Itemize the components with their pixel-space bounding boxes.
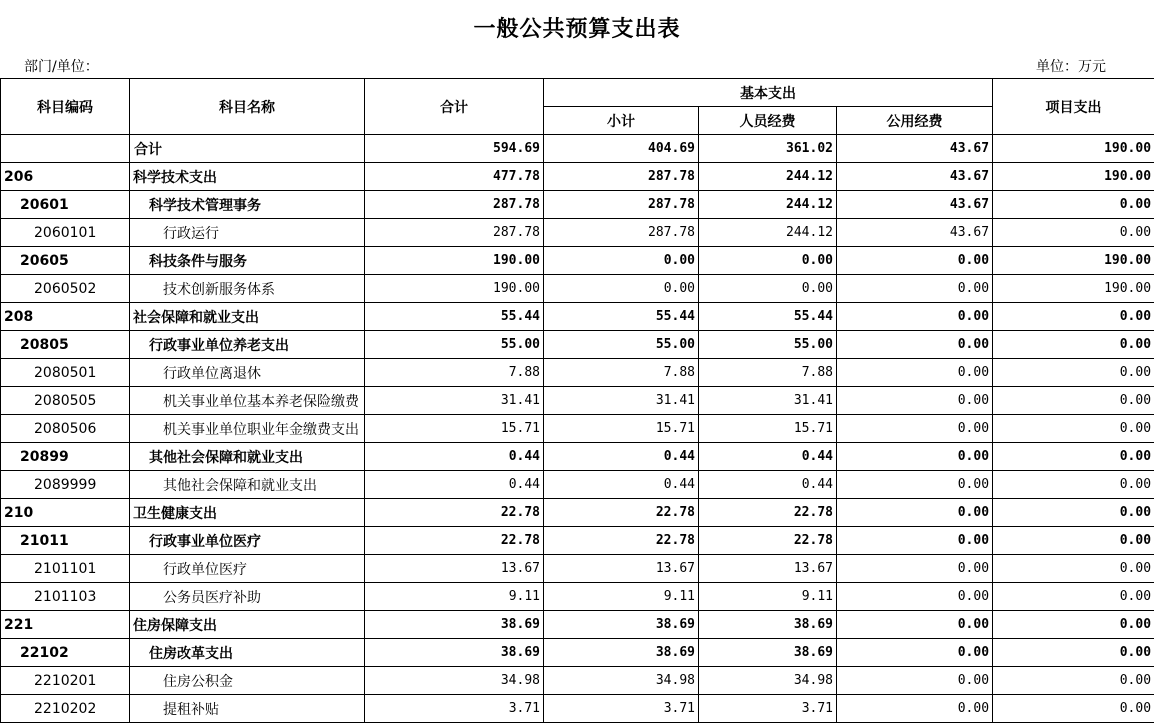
cell-code: 2089999 bbox=[1, 471, 130, 499]
cell-name: 行政事业单位养老支出 bbox=[130, 331, 365, 359]
cell-subtotal: 38.69 bbox=[544, 639, 699, 667]
cell-personnel: 22.78 bbox=[699, 527, 837, 555]
cell-public: 0.00 bbox=[837, 527, 993, 555]
cell-subtotal: 0.00 bbox=[544, 247, 699, 275]
cell-total: 0.44 bbox=[365, 471, 544, 499]
table-row bbox=[1, 583, 1154, 611]
cell-project: 0.00 bbox=[993, 471, 1154, 499]
table-row bbox=[1, 611, 1154, 639]
cell-total: 9.11 bbox=[365, 583, 544, 611]
department-label: 部门/单位： bbox=[24, 59, 99, 75]
cell-name: 机关事业单位基本养老保险缴费 bbox=[130, 387, 365, 415]
cell-subtotal: 22.78 bbox=[544, 527, 699, 555]
cell-personnel: 3.71 bbox=[699, 695, 837, 723]
cell-code: 2101103 bbox=[1, 583, 130, 611]
cell-public: 0.00 bbox=[837, 639, 993, 667]
cell-code: 206 bbox=[1, 163, 130, 191]
cell-total: 22.78 bbox=[365, 499, 544, 527]
table-row bbox=[1, 415, 1154, 443]
cell-project: 0.00 bbox=[993, 191, 1154, 219]
cell-total: 55.44 bbox=[365, 303, 544, 331]
cell-public: 0.00 bbox=[837, 583, 993, 611]
budget-table bbox=[0, 78, 1154, 723]
cell-name: 行政事业单位医疗 bbox=[130, 527, 365, 555]
cell-code: 2060101 bbox=[1, 219, 130, 247]
header-code: 科目编码 bbox=[1, 79, 130, 135]
cell-code: 20899 bbox=[1, 443, 130, 471]
cell-subtotal: 0.00 bbox=[544, 275, 699, 303]
cell-name: 机关事业单位职业年金缴费支出 bbox=[130, 415, 365, 443]
table-row bbox=[1, 527, 1154, 555]
cell-total: 477.78 bbox=[365, 163, 544, 191]
cell-project: 0.00 bbox=[993, 555, 1154, 583]
cell-public: 0.00 bbox=[837, 443, 993, 471]
cell-name: 行政运行 bbox=[130, 219, 365, 247]
table-row bbox=[1, 555, 1154, 583]
cell-project: 190.00 bbox=[993, 247, 1154, 275]
cell-personnel: 244.12 bbox=[699, 219, 837, 247]
cell-project: 0.00 bbox=[993, 611, 1154, 639]
cell-name: 其他社会保障和就业支出 bbox=[130, 443, 365, 471]
cell-total: 190.00 bbox=[365, 247, 544, 275]
cell-personnel: 55.00 bbox=[699, 331, 837, 359]
header-personnel: 人员经费 bbox=[699, 107, 837, 135]
cell-public: 0.00 bbox=[837, 359, 993, 387]
cell-code: 22102 bbox=[1, 639, 130, 667]
cell-total: 287.78 bbox=[365, 191, 544, 219]
cell-project: 0.00 bbox=[993, 499, 1154, 527]
cell-code: 2060502 bbox=[1, 275, 130, 303]
cell-total: 22.78 bbox=[365, 527, 544, 555]
cell-personnel: 244.12 bbox=[699, 191, 837, 219]
cell-total: 594.69 bbox=[365, 135, 544, 163]
cell-personnel: 13.67 bbox=[699, 555, 837, 583]
cell-subtotal: 38.69 bbox=[544, 611, 699, 639]
cell-code: 2080501 bbox=[1, 359, 130, 387]
header-project: 项目支出 bbox=[993, 79, 1154, 135]
cell-subtotal: 9.11 bbox=[544, 583, 699, 611]
cell-public: 0.00 bbox=[837, 611, 993, 639]
cell-subtotal: 15.71 bbox=[544, 415, 699, 443]
cell-subtotal: 287.78 bbox=[544, 191, 699, 219]
table-row bbox=[1, 135, 1154, 163]
cell-public: 43.67 bbox=[837, 191, 993, 219]
table-row bbox=[1, 191, 1154, 219]
cell-public: 0.00 bbox=[837, 331, 993, 359]
cell-project: 0.00 bbox=[993, 443, 1154, 471]
cell-total: 38.69 bbox=[365, 639, 544, 667]
cell-code: 2080506 bbox=[1, 415, 130, 443]
cell-personnel: 38.69 bbox=[699, 639, 837, 667]
cell-personnel: 9.11 bbox=[699, 583, 837, 611]
cell-public: 0.00 bbox=[837, 387, 993, 415]
cell-project: 0.00 bbox=[993, 303, 1154, 331]
cell-name: 科技条件与服务 bbox=[130, 247, 365, 275]
cell-project: 0.00 bbox=[993, 219, 1154, 247]
header-total: 合计 bbox=[365, 79, 544, 135]
cell-personnel: 15.71 bbox=[699, 415, 837, 443]
cell-total: 0.44 bbox=[365, 443, 544, 471]
cell-name: 公务员医疗补助 bbox=[130, 583, 365, 611]
cell-public: 0.00 bbox=[837, 695, 993, 723]
cell-project: 0.00 bbox=[993, 583, 1154, 611]
cell-public: 43.67 bbox=[837, 135, 993, 163]
cell-code: 2101101 bbox=[1, 555, 130, 583]
cell-public: 43.67 bbox=[837, 163, 993, 191]
table-row bbox=[1, 499, 1154, 527]
cell-subtotal: 22.78 bbox=[544, 499, 699, 527]
cell-personnel: 55.44 bbox=[699, 303, 837, 331]
table-row bbox=[1, 275, 1154, 303]
cell-name: 行政单位医疗 bbox=[130, 555, 365, 583]
cell-code: 2210202 bbox=[1, 695, 130, 723]
table-row bbox=[1, 247, 1154, 275]
cell-total: 31.41 bbox=[365, 387, 544, 415]
cell-personnel: 0.00 bbox=[699, 247, 837, 275]
cell-name: 科学技术支出 bbox=[130, 163, 365, 191]
cell-code: 221 bbox=[1, 611, 130, 639]
table-body bbox=[1, 135, 1154, 723]
cell-subtotal: 404.69 bbox=[544, 135, 699, 163]
cell-project: 0.00 bbox=[993, 387, 1154, 415]
cell-project: 0.00 bbox=[993, 667, 1154, 695]
cell-subtotal: 287.78 bbox=[544, 163, 699, 191]
unit-label: 单位：万元 bbox=[1036, 59, 1106, 75]
cell-project: 0.00 bbox=[993, 639, 1154, 667]
cell-total: 15.71 bbox=[365, 415, 544, 443]
cell-personnel: 7.88 bbox=[699, 359, 837, 387]
cell-project: 190.00 bbox=[993, 275, 1154, 303]
table-row bbox=[1, 443, 1154, 471]
cell-name: 社会保障和就业支出 bbox=[130, 303, 365, 331]
table-row bbox=[1, 163, 1154, 191]
cell-public: 0.00 bbox=[837, 499, 993, 527]
cell-personnel: 34.98 bbox=[699, 667, 837, 695]
cell-public: 0.00 bbox=[837, 667, 993, 695]
cell-personnel: 22.78 bbox=[699, 499, 837, 527]
table-row bbox=[1, 331, 1154, 359]
cell-name: 其他社会保障和就业支出 bbox=[130, 471, 365, 499]
cell-project: 0.00 bbox=[993, 415, 1154, 443]
cell-personnel: 244.12 bbox=[699, 163, 837, 191]
cell-code: 208 bbox=[1, 303, 130, 331]
table-header bbox=[1, 79, 1154, 135]
cell-name: 住房改革支出 bbox=[130, 639, 365, 667]
cell-code: 2210201 bbox=[1, 667, 130, 695]
cell-subtotal: 13.67 bbox=[544, 555, 699, 583]
cell-name: 住房公积金 bbox=[130, 667, 365, 695]
cell-name: 住房保障支出 bbox=[130, 611, 365, 639]
cell-name: 行政单位离退休 bbox=[130, 359, 365, 387]
cell-subtotal: 3.71 bbox=[544, 695, 699, 723]
cell-public: 0.00 bbox=[837, 471, 993, 499]
cell-project: 190.00 bbox=[993, 135, 1154, 163]
cell-total: 287.78 bbox=[365, 219, 544, 247]
table-row bbox=[1, 471, 1154, 499]
cell-personnel: 361.02 bbox=[699, 135, 837, 163]
cell-public: 0.00 bbox=[837, 555, 993, 583]
cell-subtotal: 31.41 bbox=[544, 387, 699, 415]
page-title: 一般公共预算支出表 bbox=[473, 16, 681, 42]
cell-code: 210 bbox=[1, 499, 130, 527]
cell-code: 21011 bbox=[1, 527, 130, 555]
table-row bbox=[1, 303, 1154, 331]
cell-name: 提租补贴 bbox=[130, 695, 365, 723]
cell-total: 34.98 bbox=[365, 667, 544, 695]
cell-project: 0.00 bbox=[993, 331, 1154, 359]
table-row bbox=[1, 359, 1154, 387]
header-public: 公用经费 bbox=[837, 107, 993, 135]
cell-code: 2080505 bbox=[1, 387, 130, 415]
cell-personnel: 31.41 bbox=[699, 387, 837, 415]
header-name: 科目名称 bbox=[130, 79, 365, 135]
cell-public: 43.67 bbox=[837, 219, 993, 247]
cell-public: 0.00 bbox=[837, 247, 993, 275]
cell-name: 卫生健康支出 bbox=[130, 499, 365, 527]
cell-total: 7.88 bbox=[365, 359, 544, 387]
header-subtotal: 小计 bbox=[544, 107, 699, 135]
cell-subtotal: 287.78 bbox=[544, 219, 699, 247]
cell-total: 190.00 bbox=[365, 275, 544, 303]
table-row bbox=[1, 639, 1154, 667]
cell-project: 190.00 bbox=[993, 163, 1154, 191]
table-row bbox=[1, 219, 1154, 247]
cell-name: 技术创新服务体系 bbox=[130, 275, 365, 303]
cell-subtotal: 0.44 bbox=[544, 443, 699, 471]
table-row bbox=[1, 667, 1154, 695]
table-row bbox=[1, 695, 1154, 723]
header-basic: 基本支出 bbox=[544, 79, 993, 107]
cell-subtotal: 55.00 bbox=[544, 331, 699, 359]
cell-total: 38.69 bbox=[365, 611, 544, 639]
cell-subtotal: 7.88 bbox=[544, 359, 699, 387]
cell-public: 0.00 bbox=[837, 415, 993, 443]
cell-personnel: 0.44 bbox=[699, 471, 837, 499]
cell-code bbox=[1, 135, 130, 163]
cell-personnel: 0.44 bbox=[699, 443, 837, 471]
cell-public: 0.00 bbox=[837, 275, 993, 303]
cell-subtotal: 0.44 bbox=[544, 471, 699, 499]
cell-personnel: 0.00 bbox=[699, 275, 837, 303]
table-row bbox=[1, 387, 1154, 415]
cell-public: 0.00 bbox=[837, 303, 993, 331]
cell-total: 13.67 bbox=[365, 555, 544, 583]
cell-code: 20601 bbox=[1, 191, 130, 219]
cell-total: 3.71 bbox=[365, 695, 544, 723]
cell-project: 0.00 bbox=[993, 695, 1154, 723]
cell-subtotal: 34.98 bbox=[544, 667, 699, 695]
cell-subtotal: 55.44 bbox=[544, 303, 699, 331]
cell-project: 0.00 bbox=[993, 527, 1154, 555]
cell-personnel: 38.69 bbox=[699, 611, 837, 639]
cell-project: 0.00 bbox=[993, 359, 1154, 387]
cell-code: 20605 bbox=[1, 247, 130, 275]
cell-name: 科学技术管理事务 bbox=[130, 191, 365, 219]
cell-total: 55.00 bbox=[365, 331, 544, 359]
cell-code: 20805 bbox=[1, 331, 130, 359]
cell-name: 合计 bbox=[130, 135, 365, 163]
